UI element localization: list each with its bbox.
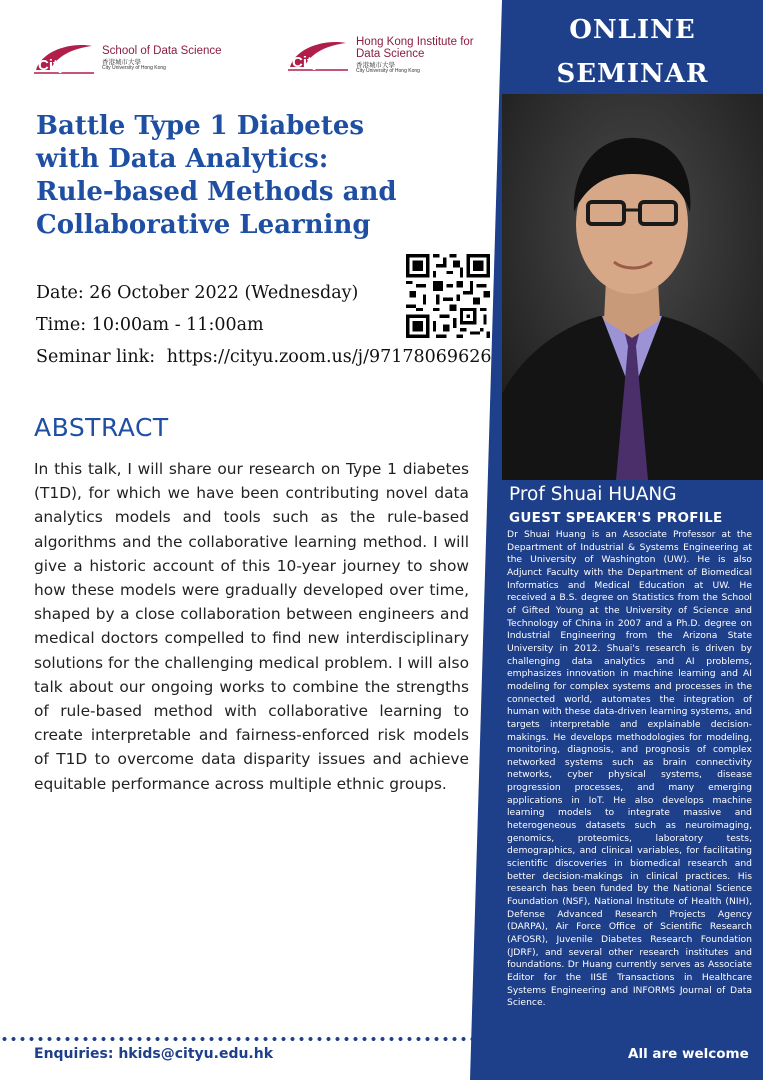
logo-university-zh: 香港城市大學 [102,58,141,66]
abstract-body: In this talk, I will share our research on Type 1 diabetes (T1D), for which we have been contributing novel data analytics models and tools such as the rule-based algorithms and the collaborative learning method. I will give a historic account of this 10-year journey to show how these models were gradually developed over time, shaped by a close collaboration between engineers and medical doctors compelled to find new interdisciplinary solutions for the challenging medical problem. I will also talk about our ongoing works to combine the strengths of rule-based method with collaborative learning to create interpretable and fairness-enforced risk models of T1D to overcome data disparity issues and achieve equitable performance across multiple ethnic groups. [34,460,469,793]
cityu-logo-mark [32,40,96,76]
title-line: Battle Type 1 Diabetes [36,111,365,141]
title-line: with Data Analytics: [36,144,329,174]
decorative-stripe [470,0,502,1080]
cityu-logo-mark [286,37,350,73]
logo-institute-name-line1: Hong Kong Institute for [356,36,474,48]
seminar-title [36,110,476,242]
online-seminar-line: ONLINE [569,15,696,45]
school-of-data-science-logo [32,40,222,76]
cityu-mark-text: CityU [292,54,332,72]
logo-university-en: City University of Hong Kong [356,67,420,74]
online-seminar-heading [502,8,763,96]
enquiries-email[interactable]: Enquiries: hkids@cityu.edu.hk [34,1046,274,1062]
seminar-date: Date: 26 October 2022 (Wednesday) [36,283,359,303]
title-line: Collaborative Learning [36,210,371,240]
logo-university-zh: 香港城市大學 [356,61,395,70]
title-line: Rule-based Methods and [36,177,397,207]
speaker-photo [502,94,763,480]
speaker-name: Prof Shuai HUANG [509,484,677,505]
profile-heading: GUEST SPEAKER'S PROFILE [509,510,723,526]
logo-university-en: City University of Hong Kong [102,64,166,71]
seminar-link-label: Seminar link: [36,347,156,367]
hkids-logo [286,36,474,74]
online-seminar-line: SEMINAR [556,59,709,89]
seminar-link[interactable]: https://cityu.zoom.us/j/97178069626 [166,347,492,367]
speaker-profile-body: Dr Shuai Huang is an Associate Professor at the Department of Industrial & Systems Engineering at the University of Washington (UW). He is also Adjunct Faculty with the Department of Biomedical Informatics and Medical Education at UW. He received a B.S. degree on Statistics from the School of Gifted Young at the University of Science and Technology of China in 2007 and a Ph.D. degree on Industrial Engineering from the Arizona State University in 2012. Shuai's research is driven by challenging data analytics and AI problems, emphasizes innovation in machine learning and AI modeling for complex systems and processes in the connected world, automates the integration of human with these data-driven learning systems, and targets interpretable and explainable decision-makings. He develops methodologies for modeling, monitoring, diagnosis, and prognosis of complex networked systems such as brain connectivity networks, cyber physical systems, disease progression processes, and many emerging applications in IoT. He also develops machine learning models to integrate massive and heterogeneous datasets such as neuroimaging, genomics, proteomics, laboratory tests, demographics, and clinical variables, for facilitating scientific discoveries in biomedical research and better decision-makings in clinical practices. His research has been funded by the National Science Foundation (NSF), National Institute of Health (NIH), Defense Advanced Research Projects Agency (DARPA), Air Force Office of Scientific Research (AFOSR), Juvenile Diabetes Research Foundation (JDRF), and several other research institutes and foundations. Dr Huang currently serves as Associate Editor for the IISE Transactions in Healthcare Systems Engineering and INFORMS Journal of Data Science. [507,529,752,1009]
cityu-mark-text: CityU [38,57,78,74]
abstract-heading: ABSTRACT [34,413,169,442]
all-welcome-note: All are welcome [628,1046,749,1062]
seminar-time: Time: 10:00am - 11:00am [36,315,264,335]
logo-school-name: School of Data Science [102,44,222,57]
footer-divider [0,1036,763,1042]
seminar-link-row [36,347,491,367]
logo-institute-name-line2: Data Science [356,48,425,61]
